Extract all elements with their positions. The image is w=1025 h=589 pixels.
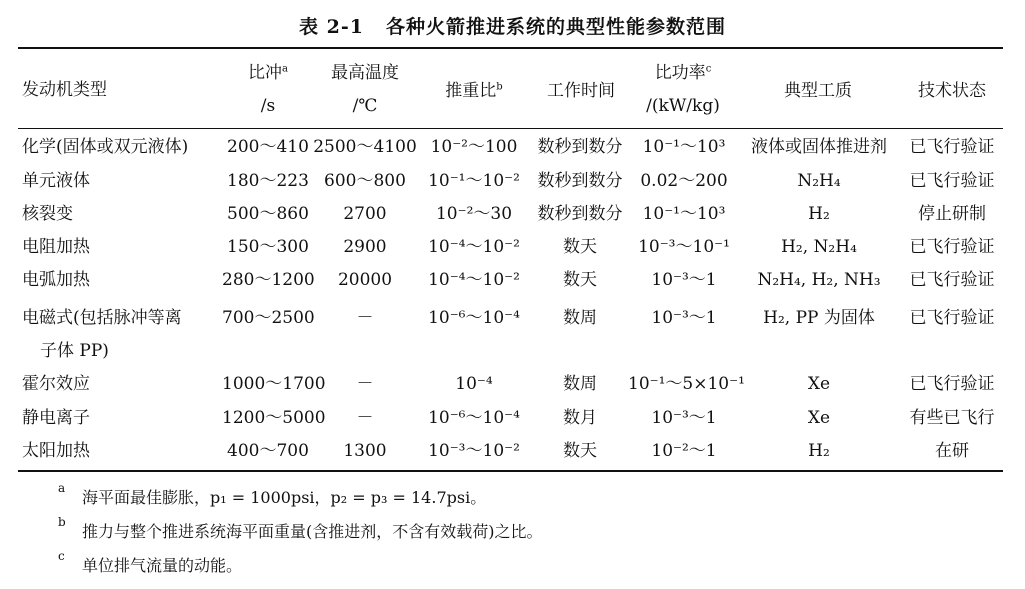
cell-work-time: 数天 xyxy=(563,237,597,257)
cell-thrust-ratio: 10⁻³～10⁻² xyxy=(428,441,520,461)
cell-work-time: 数秒到数分 xyxy=(537,171,623,191)
cell-power: 10⁻³～1 xyxy=(651,308,717,328)
top-rule xyxy=(18,47,1003,49)
cell-engine-type: 霍尔效应 xyxy=(22,374,90,394)
header-thrust-ratio xyxy=(424,81,524,101)
cell-engine-type: 核裂变 xyxy=(22,204,73,224)
cell-engine-type: 单元液体 xyxy=(22,171,90,191)
header-status: 技术状态 xyxy=(918,81,986,101)
cell-work-time: 数周 xyxy=(563,374,597,394)
cell-engine-type: 静电离子 xyxy=(22,408,90,428)
header-working-fluid: 典型工质 xyxy=(784,81,852,101)
cell-power: 10⁻²～1 xyxy=(651,441,717,461)
cell-working-fluid: 液体或固体推进剂 xyxy=(751,137,887,157)
cell-temp: － xyxy=(356,408,374,428)
cell-thrust-ratio: 10⁻⁶～10⁻⁴ xyxy=(428,308,520,328)
cell-isp: 700～2500 xyxy=(222,308,315,328)
cell-thrust-ratio: 10⁻⁶～10⁻⁴ xyxy=(428,408,520,428)
cell-working-fluid: H₂ xyxy=(808,441,830,461)
cell-status: 有些已飞行 xyxy=(909,408,995,428)
header-power-sup: c xyxy=(705,63,712,75)
cell-working-fluid: H₂, PP 为固体 xyxy=(763,308,875,328)
bottom-rule xyxy=(18,470,1003,472)
cell-status: 已飞行验证 xyxy=(909,137,995,157)
header-isp xyxy=(225,63,311,83)
cell-engine-type: 电阻加热 xyxy=(22,237,90,257)
header-isp-sup: a xyxy=(282,63,288,75)
cell-temp: 20000 xyxy=(337,270,393,290)
cell-temp: － xyxy=(356,308,374,328)
cell-power: 10⁻³～1 xyxy=(651,270,717,290)
cell-work-time: 数秒到数分 xyxy=(537,204,623,224)
cell-work-time: 数秒到数分 xyxy=(537,137,623,157)
header-power xyxy=(628,63,738,83)
cell-engine-type: 电弧加热 xyxy=(22,270,90,290)
cell-status: 已飞行验证 xyxy=(909,171,995,191)
cell-isp: 1000～1700 xyxy=(222,374,326,394)
cell-isp: 1200～5000 xyxy=(222,408,326,428)
cell-working-fluid: H₂, N₂H₄ xyxy=(781,237,857,257)
cell-temp: 1300 xyxy=(343,441,387,461)
cell-work-time: 数周 xyxy=(563,308,597,328)
cell-engine-type-line2: 子体 PP) xyxy=(40,341,109,361)
header-isp-unit: /s xyxy=(260,96,276,116)
cell-power: 0.02～200 xyxy=(640,171,728,191)
cell-status: 已飞行验证 xyxy=(909,270,995,290)
cell-power: 10⁻³～1 xyxy=(651,408,717,428)
footnote-a-mark: a xyxy=(58,481,66,495)
cell-isp: 500～860 xyxy=(227,204,309,224)
cell-isp: 200～410 xyxy=(227,137,309,157)
cell-status: 已飞行验证 xyxy=(909,308,995,328)
cell-thrust-ratio: 10⁻²～30 xyxy=(435,204,513,224)
footnote-c-text: 单位排气流量的动能。 xyxy=(82,556,243,575)
header-work-time: 工作时间 xyxy=(547,81,615,101)
cell-temp: 2500～4100 xyxy=(313,137,417,157)
cell-isp: 280～1200 xyxy=(222,270,315,290)
cell-work-time: 数天 xyxy=(563,441,597,461)
cell-temp: 2700 xyxy=(343,204,387,224)
cell-status: 已飞行验证 xyxy=(909,237,995,257)
cell-power: 10⁻¹～10³ xyxy=(642,137,726,157)
cell-work-time: 数天 xyxy=(563,270,597,290)
cell-isp: 400～700 xyxy=(227,441,309,461)
cell-working-fluid: N₂H₄, H₂, NH₃ xyxy=(757,270,881,290)
footnote-c-mark: c xyxy=(58,549,65,563)
header-isp-text: 比冲 xyxy=(248,63,283,83)
cell-status: 在研 xyxy=(935,441,969,461)
cell-isp: 150～300 xyxy=(227,237,309,257)
header-thrust-sup: b xyxy=(496,81,503,93)
header-temp: 最高温度 xyxy=(331,63,399,83)
cell-status: 已飞行验证 xyxy=(909,374,995,394)
cell-working-fluid: H₂ xyxy=(808,204,830,224)
table-title xyxy=(0,12,1025,39)
header-thrust-text: 推重比 xyxy=(445,81,497,101)
header-rule xyxy=(18,128,1003,129)
header-power-unit: /(kW/kg) xyxy=(646,96,720,116)
cell-thrust-ratio: 10⁻⁴～10⁻² xyxy=(428,270,520,290)
cell-work-time: 数月 xyxy=(563,408,597,428)
cell-working-fluid: Xe xyxy=(807,408,831,428)
header-engine-type: 发动机类型 xyxy=(22,80,107,100)
cell-working-fluid: N₂H₄ xyxy=(797,171,841,191)
cell-status: 停止研制 xyxy=(918,204,986,224)
cell-isp: 180～223 xyxy=(227,171,309,191)
table-title-text: 各种火箭推进系统的典型性能参数范围 xyxy=(385,16,726,38)
cell-thrust-ratio: 10⁻¹～10⁻² xyxy=(428,171,520,191)
cell-thrust-ratio: 10⁻⁴～10⁻² xyxy=(428,237,520,257)
footnote-b-mark: b xyxy=(58,515,66,529)
cell-temp: 600～800 xyxy=(324,171,406,191)
cell-engine-type: 太阳加热 xyxy=(22,441,90,461)
cell-power: 10⁻³～10⁻¹ xyxy=(638,237,730,257)
cell-power: 10⁻¹～5×10⁻¹ xyxy=(628,374,745,394)
header-temp-unit: /℃ xyxy=(352,96,378,116)
cell-power: 10⁻¹～10³ xyxy=(642,204,726,224)
footnote-b-text: 推力与整个推进系统海平面重量(含推进剂，不含有效载荷)之比。 xyxy=(82,522,543,541)
cell-temp: 2900 xyxy=(343,237,387,257)
cell-thrust-ratio: 10⁻²～100 xyxy=(430,137,518,157)
cell-temp: － xyxy=(356,374,374,394)
cell-engine-type: 化学(固体或双元液体) xyxy=(22,137,189,157)
table-number: 表 2-1 xyxy=(299,16,364,38)
cell-engine-type: 电磁式(包括脉冲等离 xyxy=(22,308,182,328)
header-power-text: 比功率 xyxy=(654,63,706,83)
cell-thrust-ratio: 10⁻⁴ xyxy=(455,374,493,394)
cell-working-fluid: Xe xyxy=(807,374,831,394)
footnote-a-text: 海平面最佳膨胀，p₁ = 1000psi，p₂ = p₃ = 14.7psi。 xyxy=(82,488,487,507)
